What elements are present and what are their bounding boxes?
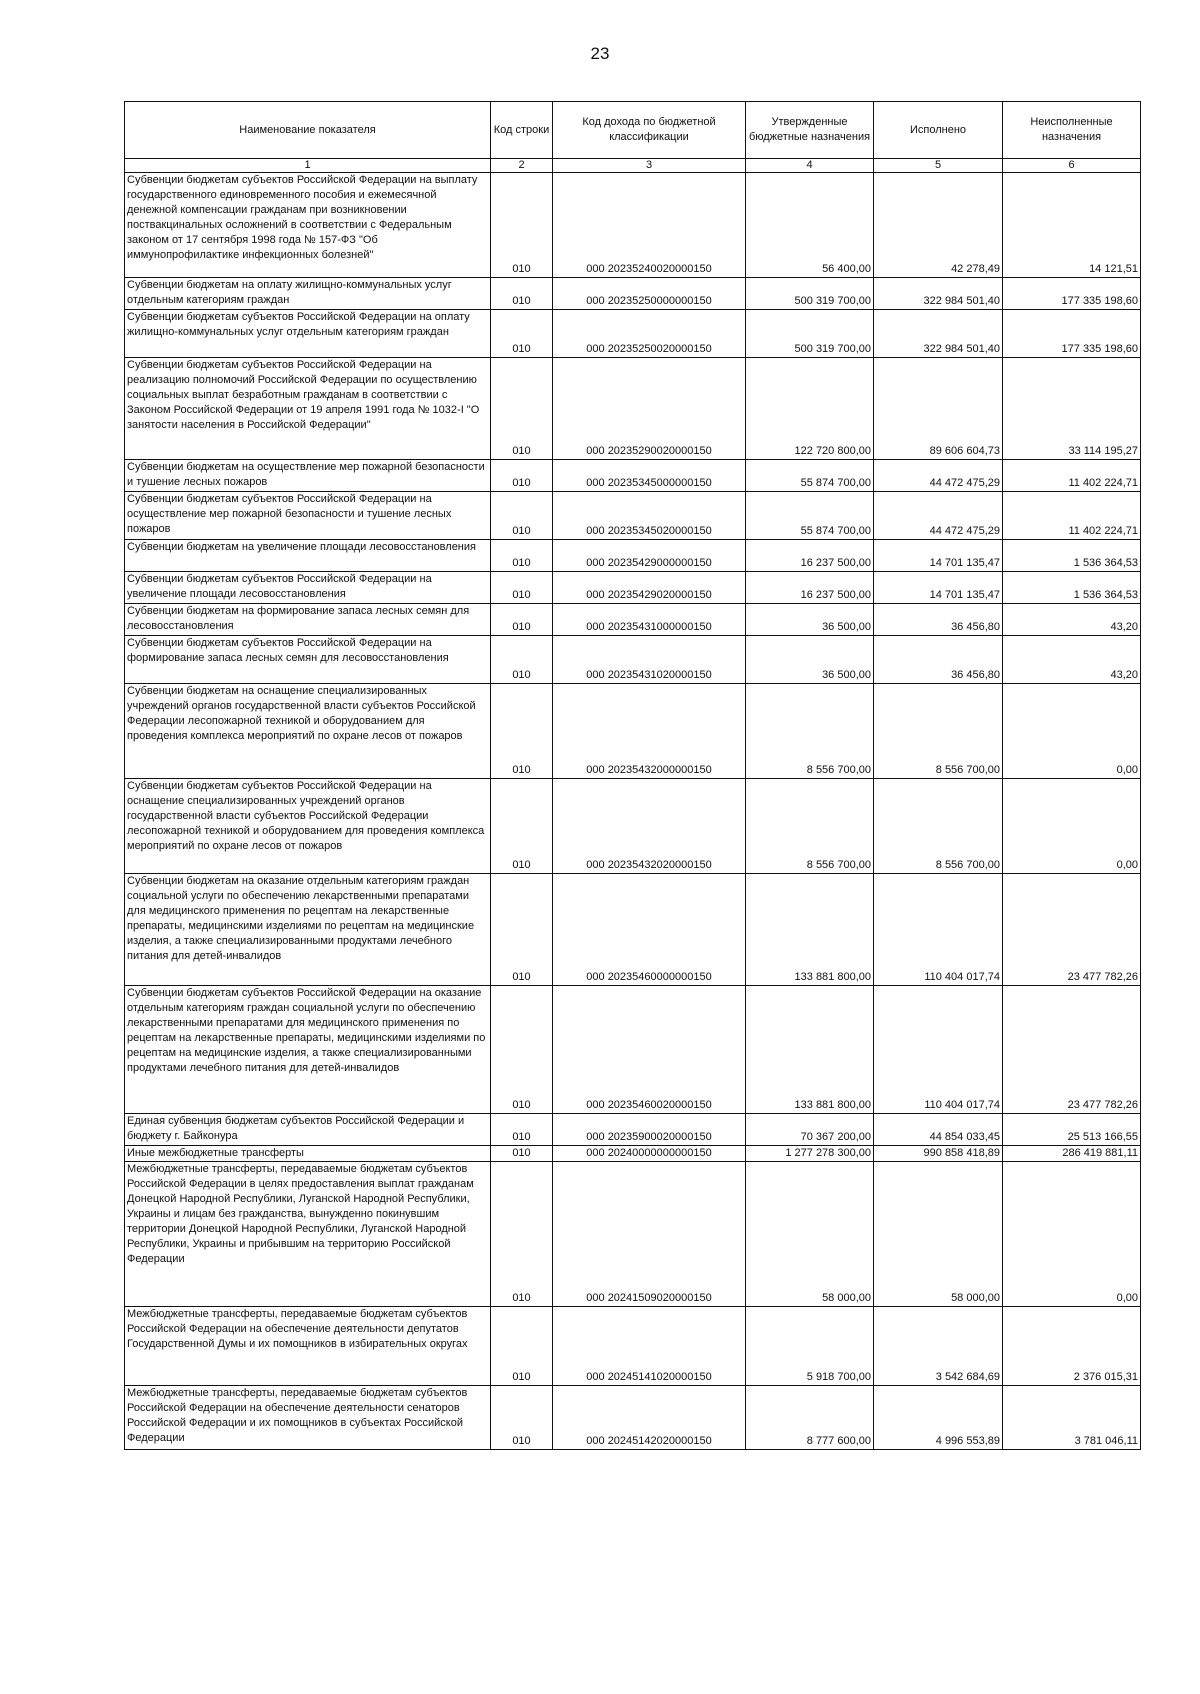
column-number: 4: [746, 159, 874, 173]
row-executed-cell: 990 858 418,89: [874, 1146, 1003, 1162]
row-name-cell: Субвенции бюджетам субъектов Российской Федерации на осуществление мер пожарной безопасности и тушение лесных пожаров: [125, 492, 491, 540]
row-executed-cell: 4 996 553,89: [874, 1386, 1003, 1450]
row-budget-code-cell: 000 20235431000000150: [553, 604, 746, 636]
row-line-code-cell: 010: [491, 874, 553, 986]
row-budget-code-cell: 000 20245141020000150: [553, 1307, 746, 1386]
column-header-line-code: Код строки: [491, 102, 553, 159]
row-approved-cell: 500 319 700,00: [746, 310, 874, 358]
row-line-code-cell: 010: [491, 636, 553, 684]
column-header-budget-code: Код дохода по бюджетной классификации: [553, 102, 746, 159]
row-approved-cell: 5 918 700,00: [746, 1307, 874, 1386]
row-executed-cell: 44 472 475,29: [874, 492, 1003, 540]
row-budget-code-cell: 000 20241509020000150: [553, 1162, 746, 1307]
row-line-code-cell: 010: [491, 1114, 553, 1146]
row-budget-code-cell: 000 20235345000000150: [553, 460, 746, 492]
row-unexecuted-cell: 11 402 224,71: [1003, 460, 1141, 492]
row-name-cell: Иные межбюджетные трансферты: [125, 1146, 491, 1162]
row-name-cell: Субвенции бюджетам на увеличение площади лесовосстановления: [125, 540, 491, 572]
row-line-code-cell: 010: [491, 173, 553, 278]
row-unexecuted-cell: 23 477 782,26: [1003, 986, 1141, 1114]
row-line-code-cell: 010: [491, 460, 553, 492]
row-approved-cell: 36 500,00: [746, 604, 874, 636]
row-budget-code-cell: 000 20245142020000150: [553, 1386, 746, 1450]
column-number: 6: [1003, 159, 1141, 173]
table-row: [125, 1162, 1141, 1307]
row-approved-cell: 70 367 200,00: [746, 1114, 874, 1146]
table-row: [125, 310, 1141, 358]
row-budget-code-cell: 000 20235345020000150: [553, 492, 746, 540]
row-approved-cell: 8 777 600,00: [746, 1386, 874, 1450]
row-budget-code-cell: 000 20235250000000150: [553, 278, 746, 310]
row-name-cell: Субвенции бюджетам субъектов Российской Федерации на реализацию полномочий Российской Федерации по осуществлению социальных выплат безработным гражданам в соответствии с Законом Российской Федерации от 19 апреля 1991 года № 1032-I "О занятости населения в Российской Федерации": [125, 358, 491, 460]
row-executed-cell: 44 472 475,29: [874, 460, 1003, 492]
row-budget-code-cell: 000 20235240020000150: [553, 173, 746, 278]
row-budget-code-cell: 000 20235460000000150: [553, 874, 746, 986]
row-line-code-cell: 010: [491, 604, 553, 636]
row-budget-code-cell: 000 20235432020000150: [553, 779, 746, 874]
row-executed-cell: 14 701 135,47: [874, 540, 1003, 572]
table-row: [125, 358, 1141, 460]
row-executed-cell: 322 984 501,40: [874, 278, 1003, 310]
table-body: [125, 173, 1141, 1450]
row-line-code-cell: 010: [491, 1307, 553, 1386]
column-header-approved: Утвержденные бюджетные назначения: [746, 102, 874, 159]
row-line-code-cell: 010: [491, 358, 553, 460]
row-name-cell: Субвенции бюджетам субъектов Российской Федерации на выплату государственного единовременного пособия и ежемесячной денежной компенсации гражданам при возникновении поствакцинальных осложнений в соответствии с Федеральным законом от 17 сентября 1998 года № 157-ФЗ "Об иммунопрофилактике инфекционных болезней": [125, 173, 491, 278]
column-number-row: [125, 159, 1141, 173]
row-unexecuted-cell: 177 335 198,60: [1003, 278, 1141, 310]
table-row: [125, 636, 1141, 684]
column-header-name: Наименование показателя: [125, 102, 491, 159]
row-executed-cell: 44 854 033,45: [874, 1114, 1003, 1146]
column-number: 5: [874, 159, 1003, 173]
table-row: [125, 572, 1141, 604]
row-line-code-cell: 010: [491, 1146, 553, 1162]
row-approved-cell: 56 400,00: [746, 173, 874, 278]
row-executed-cell: 8 556 700,00: [874, 779, 1003, 874]
row-name-cell: Субвенции бюджетам субъектов Российской Федерации на оказание отдельным категориям граждан социальной услуги по обеспечению лекарственными препаратами для медицинского применения по рецептам на лекарственные препараты, медицинскими изделиями по рецептам на медицинские изделия, а также специализированными продуктами лечебного питания для детей-инвалидов: [125, 986, 491, 1114]
row-approved-cell: 58 000,00: [746, 1162, 874, 1307]
row-approved-cell: 36 500,00: [746, 636, 874, 684]
row-unexecuted-cell: 43,20: [1003, 636, 1141, 684]
row-unexecuted-cell: 43,20: [1003, 604, 1141, 636]
row-executed-cell: 36 456,80: [874, 604, 1003, 636]
row-budget-code-cell: 000 20235290020000150: [553, 358, 746, 460]
row-name-cell: Субвенции бюджетам на оснащение специализированных учреждений органов государственной власти субъектов Российской Федерации лесопожарной техникой и оборудованием для проведения комплекса мероприятий по охране лесов от пожаров: [125, 684, 491, 779]
row-executed-cell: 58 000,00: [874, 1162, 1003, 1307]
row-line-code-cell: 010: [491, 1386, 553, 1450]
row-executed-cell: 110 404 017,74: [874, 874, 1003, 986]
column-number: 2: [491, 159, 553, 173]
table-row: [125, 1307, 1141, 1386]
row-unexecuted-cell: 33 114 195,27: [1003, 358, 1141, 460]
row-line-code-cell: 010: [491, 986, 553, 1114]
row-name-cell: Единая субвенция бюджетам субъектов Российской Федерации и бюджету г. Байконура: [125, 1114, 491, 1146]
row-approved-cell: 122 720 800,00: [746, 358, 874, 460]
table-row: [125, 986, 1141, 1114]
row-approved-cell: 500 319 700,00: [746, 278, 874, 310]
row-approved-cell: 16 237 500,00: [746, 540, 874, 572]
row-approved-cell: 1 277 278 300,00: [746, 1146, 874, 1162]
row-unexecuted-cell: 286 419 881,11: [1003, 1146, 1141, 1162]
row-unexecuted-cell: 0,00: [1003, 684, 1141, 779]
table-row: [125, 540, 1141, 572]
row-budget-code-cell: 000 20235432000000150: [553, 684, 746, 779]
row-approved-cell: 8 556 700,00: [746, 779, 874, 874]
row-executed-cell: 3 542 684,69: [874, 1307, 1003, 1386]
column-header-unexecuted: Неисполненные назначения: [1003, 102, 1141, 159]
row-budget-code-cell: 000 20235429000000150: [553, 540, 746, 572]
row-executed-cell: 110 404 017,74: [874, 986, 1003, 1114]
row-unexecuted-cell: 177 335 198,60: [1003, 310, 1141, 358]
table-row: [125, 604, 1141, 636]
row-budget-code-cell: 000 20235900020000150: [553, 1114, 746, 1146]
row-name-cell: Межбюджетные трансферты, передаваемые бюджетам субъектов Российской Федерации на обеспечение деятельности депутатов Государственной Думы и их помощников в избирательных округах: [125, 1307, 491, 1386]
row-name-cell: Субвенции бюджетам на оказание отдельным категориям граждан социальной услуги по обеспечению лекарственными препаратами для медицинского применения по рецептам на лекарственные препараты, медицинскими изделиями по рецептам на медицинские изделия, а также специализированными продуктами лечебного питания для детей-инвалидов: [125, 874, 491, 986]
row-approved-cell: 133 881 800,00: [746, 986, 874, 1114]
row-line-code-cell: 010: [491, 492, 553, 540]
row-budget-code-cell: 000 20235431020000150: [553, 636, 746, 684]
row-approved-cell: 55 874 700,00: [746, 460, 874, 492]
table-row: [125, 278, 1141, 310]
table-row: [125, 1386, 1141, 1450]
row-unexecuted-cell: 23 477 782,26: [1003, 874, 1141, 986]
budget-report-table: [124, 101, 1141, 1450]
table-row: [125, 492, 1141, 540]
row-unexecuted-cell: 0,00: [1003, 779, 1141, 874]
row-approved-cell: 133 881 800,00: [746, 874, 874, 986]
row-budget-code-cell: 000 20235429020000150: [553, 572, 746, 604]
row-name-cell: Субвенции бюджетам на формирование запаса лесных семян для лесовосстановления: [125, 604, 491, 636]
table-row: [125, 173, 1141, 278]
row-unexecuted-cell: 2 376 015,31: [1003, 1307, 1141, 1386]
row-approved-cell: 16 237 500,00: [746, 572, 874, 604]
row-approved-cell: 55 874 700,00: [746, 492, 874, 540]
row-unexecuted-cell: 3 781 046,11: [1003, 1386, 1141, 1450]
row-line-code-cell: 010: [491, 1162, 553, 1307]
row-unexecuted-cell: 1 536 364,53: [1003, 540, 1141, 572]
row-executed-cell: 322 984 501,40: [874, 310, 1003, 358]
table-row: [125, 874, 1141, 986]
row-name-cell: Субвенции бюджетам субъектов Российской Федерации на оплату жилищно-коммунальных услуг отдельным категориям граждан: [125, 310, 491, 358]
row-unexecuted-cell: 14 121,51: [1003, 173, 1141, 278]
table-row: [125, 460, 1141, 492]
row-line-code-cell: 010: [491, 278, 553, 310]
row-name-cell: Субвенции бюджетам субъектов Российской Федерации на оснащение специализированных учреждений органов государственной власти субъектов Российской Федерации лесопожарной техникой и оборудованием для проведения комплекса мероприятий по охране лесов от пожаров: [125, 779, 491, 874]
row-unexecuted-cell: 1 536 364,53: [1003, 572, 1141, 604]
column-number: 3: [553, 159, 746, 173]
column-header-executed: Исполнено: [874, 102, 1003, 159]
row-executed-cell: 89 606 604,73: [874, 358, 1003, 460]
page-number: 23: [590, 44, 610, 63]
row-name-cell: Субвенции бюджетам на оплату жилищно-коммунальных услуг отдельным категориям граждан: [125, 278, 491, 310]
table-row: [125, 779, 1141, 874]
row-approved-cell: 8 556 700,00: [746, 684, 874, 779]
row-line-code-cell: 010: [491, 310, 553, 358]
table-row: [125, 684, 1141, 779]
row-line-code-cell: 010: [491, 779, 553, 874]
row-line-code-cell: 010: [491, 572, 553, 604]
row-executed-cell: 14 701 135,47: [874, 572, 1003, 604]
table-row: [125, 1146, 1141, 1162]
row-budget-code-cell: 000 20235460020000150: [553, 986, 746, 1114]
row-executed-cell: 36 456,80: [874, 636, 1003, 684]
table-row: [125, 1114, 1141, 1146]
row-name-cell: Межбюджетные трансферты, передаваемые бюджетам субъектов Российской Федерации на обеспечение деятельности сенаторов Российской Федерации и их помощников в субъектах Российской Федерации: [125, 1386, 491, 1450]
row-name-cell: Субвенции бюджетам на осуществление мер пожарной безопасности и тушение лесных пожаров: [125, 460, 491, 492]
row-executed-cell: 8 556 700,00: [874, 684, 1003, 779]
row-name-cell: Субвенции бюджетам субъектов Российской Федерации на формирование запаса лесных семян для лесовосстановления: [125, 636, 491, 684]
row-name-cell: Межбюджетные трансферты, передаваемые бюджетам субъектов Российской Федерации в целях предоставления выплат гражданам Донецкой Народной Республики, Луганской Народной Республики, Украины и лицам без гражданства, вынужденно покинувшим территории Донецкой Народной Республики, Луганской Народной Республики, Украины и прибывшим на территорию Российской Федерации: [125, 1162, 491, 1307]
header-row: [125, 102, 1141, 159]
row-line-code-cell: 010: [491, 684, 553, 779]
row-budget-code-cell: 000 20235250020000150: [553, 310, 746, 358]
row-name-cell: Субвенции бюджетам субъектов Российской Федерации на увеличение площади лесовосстановления: [125, 572, 491, 604]
row-line-code-cell: 010: [491, 540, 553, 572]
row-unexecuted-cell: 25 513 166,55: [1003, 1114, 1141, 1146]
row-unexecuted-cell: 11 402 224,71: [1003, 492, 1141, 540]
row-budget-code-cell: 000 20240000000000150: [553, 1146, 746, 1162]
row-executed-cell: 42 278,49: [874, 173, 1003, 278]
row-unexecuted-cell: 0,00: [1003, 1162, 1141, 1307]
column-number: 1: [125, 159, 491, 173]
